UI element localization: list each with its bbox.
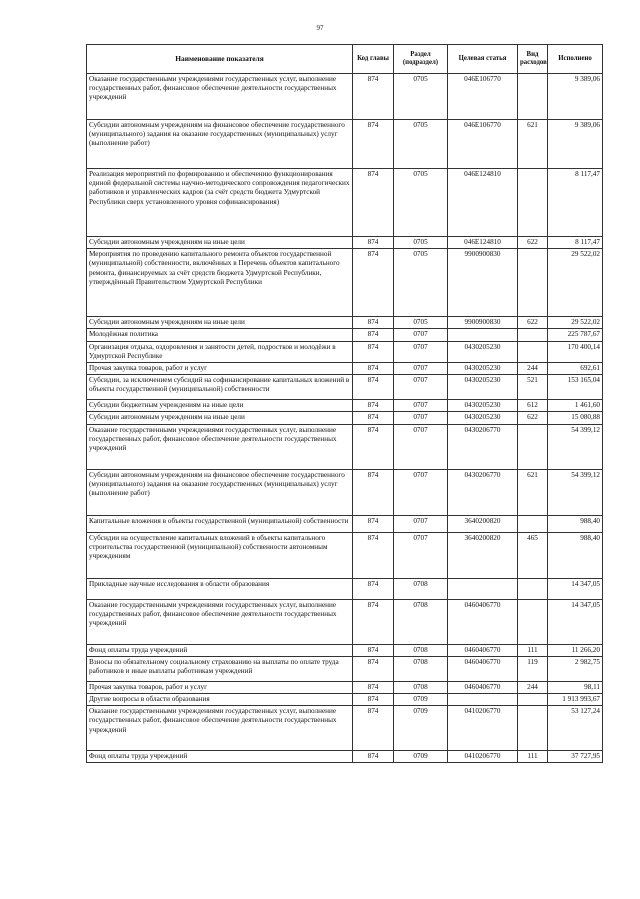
row-section: 0707	[394, 424, 448, 469]
table-row	[87, 578, 603, 599]
row-code: 874	[353, 317, 394, 329]
row-section: 0708	[394, 578, 448, 599]
row-code: 874	[353, 599, 394, 644]
row-section: 0709	[394, 751, 448, 763]
row-target	[448, 329, 518, 341]
table-body	[87, 74, 603, 763]
row-name: Субсидии автономным учреждениям на финансовое обеспечение государственного (муниципального) задания на оказание государственных (муниципальных) услуг (выполнение работ)	[87, 469, 353, 515]
column-header-type: Вид расходов	[518, 45, 548, 74]
table-row	[87, 681, 603, 693]
row-type	[518, 169, 548, 237]
budget-execution-table	[86, 44, 603, 763]
row-type	[518, 424, 548, 469]
row-section: 0705	[394, 74, 448, 120]
row-amount: 692,61	[548, 363, 603, 375]
row-type: 622	[518, 412, 548, 424]
row-section: 0707	[394, 400, 448, 412]
row-name: Оказание государственными учреждениями государственных услуг, выполнение государственных работ, финансовое обеспечение деятельности государственных учреждений	[87, 706, 353, 751]
row-target: 0430206770	[448, 469, 518, 515]
table-row	[87, 317, 603, 329]
row-name: Оказание государственными учреждениями государственных услуг, выполнение государственных работ, финансовое обеспечение деятельности государственных учреждений	[87, 599, 353, 644]
row-code: 874	[353, 169, 394, 237]
row-amount: 11 266,20	[548, 644, 603, 656]
row-code: 874	[353, 469, 394, 515]
row-code: 874	[353, 578, 394, 599]
row-amount: 9 389,06	[548, 120, 603, 169]
row-target: 0460406770	[448, 681, 518, 693]
row-amount: 29 522,02	[548, 249, 603, 317]
row-type: 119	[518, 656, 548, 681]
row-section: 0705	[394, 249, 448, 317]
row-type: 612	[518, 400, 548, 412]
row-name: Молодёжная политика	[87, 329, 353, 341]
column-header-code: Код главы	[353, 45, 394, 74]
row-amount: 1 913 993,67	[548, 694, 603, 706]
row-target: 9900900830	[448, 317, 518, 329]
table-header-row	[87, 45, 603, 74]
row-type	[518, 694, 548, 706]
table-row	[87, 599, 603, 644]
row-type: 111	[518, 751, 548, 763]
row-name: Взносы по обязательному социальному страхованию на выплаты по оплате труда работников и иные выплаты работникам учреждений	[87, 656, 353, 681]
row-section: 0705	[394, 169, 448, 237]
row-code: 874	[353, 644, 394, 656]
row-code: 874	[353, 515, 394, 532]
row-amount: 988,40	[548, 532, 603, 578]
row-type: 621	[518, 469, 548, 515]
column-header-amount: Исполнено	[548, 45, 603, 74]
row-code: 874	[353, 341, 394, 362]
row-name: Субсидии бюджетным учреждениям на иные цели	[87, 400, 353, 412]
row-amount: 53 127,24	[548, 706, 603, 751]
table-row	[87, 375, 603, 400]
row-name: Реализация мероприятий по формированию и обеспечению функционирования единой федеральной системы научно-методического сопровождения педагогических работников и управленческих кадров (за счёт средств бюджета Удмуртской Республики сверх установленного уровня софинансирования)	[87, 169, 353, 237]
row-section: 0705	[394, 317, 448, 329]
row-code: 874	[353, 375, 394, 400]
row-target: 0410206770	[448, 706, 518, 751]
row-section: 0707	[394, 532, 448, 578]
row-amount: 98,11	[548, 681, 603, 693]
row-type: 622	[518, 237, 548, 249]
page-number: 97	[316, 24, 324, 32]
row-code: 874	[353, 329, 394, 341]
table-row	[87, 74, 603, 120]
row-amount: 225 787,67	[548, 329, 603, 341]
row-name: Фонд оплаты труда учреждений	[87, 751, 353, 763]
row-target: 046Е106770	[448, 74, 518, 120]
row-name: Прикладные научные исследования в области образования	[87, 578, 353, 599]
row-target: 046Е124810	[448, 237, 518, 249]
table-row	[87, 469, 603, 515]
table-row	[87, 532, 603, 578]
row-amount: 37 727,95	[548, 751, 603, 763]
row-section: 0707	[394, 412, 448, 424]
table-row	[87, 237, 603, 249]
column-header-target: Целевая статья	[448, 45, 518, 74]
row-target: 046Е124810	[448, 169, 518, 237]
table-row	[87, 644, 603, 656]
row-type: 244	[518, 363, 548, 375]
row-target: 0460406770	[448, 644, 518, 656]
row-amount: 153 165,04	[548, 375, 603, 400]
row-amount: 15 080,88	[548, 412, 603, 424]
row-section: 0707	[394, 341, 448, 362]
row-target	[448, 578, 518, 599]
row-section: 0708	[394, 644, 448, 656]
row-code: 874	[353, 424, 394, 469]
row-section: 0707	[394, 329, 448, 341]
table-row	[87, 656, 603, 681]
row-code: 874	[353, 681, 394, 693]
row-amount: 9 389,06	[548, 74, 603, 120]
table-row	[87, 694, 603, 706]
row-type: 244	[518, 681, 548, 693]
table-row	[87, 169, 603, 237]
row-name: Оказание государственными учреждениями государственных услуг, выполнение государственных работ, финансовое обеспечение деятельности государственных учреждений	[87, 74, 353, 120]
row-amount: 2 982,75	[548, 656, 603, 681]
row-name: Субсидии, за исключением субсидий на софинансирование капитальных вложений в объекты государственной (муниципальной) собственности	[87, 375, 353, 400]
row-code: 874	[353, 363, 394, 375]
table-row	[87, 515, 603, 532]
row-amount: 14 347,05	[548, 578, 603, 599]
row-section: 0705	[394, 120, 448, 169]
row-amount: 8 117,47	[548, 237, 603, 249]
row-name: Мероприятия по проведению капитального ремонта объектов государственной (муниципальной) собственности, включённых в Перечень объектов капитального ремонта, финансируемых за счёт средств бюджета Удмуртской Республики, утверждённый Правительством Удмуртской Республики	[87, 249, 353, 317]
table-row	[87, 249, 603, 317]
table-row	[87, 424, 603, 469]
row-type: 111	[518, 644, 548, 656]
row-code: 874	[353, 412, 394, 424]
row-code: 874	[353, 656, 394, 681]
row-section: 0708	[394, 599, 448, 644]
row-name: Капитальные вложения в объекты государственной (муниципальной) собственности	[87, 515, 353, 532]
row-name: Субсидии автономным учреждениям на финансовое обеспечение государственного (муниципального) задания на оказание государственных (муниципальных) услуг (выполнение работ)	[87, 120, 353, 169]
row-type: 621	[518, 120, 548, 169]
row-target: 0460406770	[448, 656, 518, 681]
row-type: 465	[518, 532, 548, 578]
row-section: 0707	[394, 375, 448, 400]
table-row	[87, 706, 603, 751]
row-amount: 54 399,12	[548, 469, 603, 515]
row-name: Субсидии автономным учреждениям на иные цели	[87, 237, 353, 249]
row-type	[518, 515, 548, 532]
row-type	[518, 249, 548, 317]
row-target: 3640200820	[448, 515, 518, 532]
row-amount: 14 347,05	[548, 599, 603, 644]
table-row	[87, 363, 603, 375]
row-amount: 988,40	[548, 515, 603, 532]
table-row	[87, 329, 603, 341]
row-code: 874	[353, 532, 394, 578]
row-amount: 8 117,47	[548, 169, 603, 237]
row-target: 0430205230	[448, 400, 518, 412]
table-row	[87, 120, 603, 169]
row-target: 0430205230	[448, 341, 518, 362]
row-type	[518, 329, 548, 341]
row-section: 0707	[394, 363, 448, 375]
row-amount: 54 399,12	[548, 424, 603, 469]
row-target: 9900900830	[448, 249, 518, 317]
row-code: 874	[353, 400, 394, 412]
row-target: 0410206770	[448, 751, 518, 763]
column-header-name: Наименование показателя	[87, 45, 353, 74]
row-code: 874	[353, 237, 394, 249]
column-header-section: Раздел (подраздел)	[394, 45, 448, 74]
row-type: 622	[518, 317, 548, 329]
row-type	[518, 599, 548, 644]
row-section: 0709	[394, 706, 448, 751]
row-name: Прочая закупка товаров, работ и услуг	[87, 681, 353, 693]
row-target: 046Е106770	[448, 120, 518, 169]
table-row	[87, 341, 603, 362]
row-code: 874	[353, 74, 394, 120]
row-amount: 170 400,14	[548, 341, 603, 362]
row-type: 521	[518, 375, 548, 400]
row-type	[518, 578, 548, 599]
row-section: 0705	[394, 237, 448, 249]
row-target	[448, 694, 518, 706]
row-target: 0430205230	[448, 375, 518, 400]
row-target: 0430206770	[448, 424, 518, 469]
row-section: 0708	[394, 681, 448, 693]
row-name: Субсидии автономным учреждениям на иные цели	[87, 412, 353, 424]
row-name: Другие вопросы в области образования	[87, 694, 353, 706]
row-name: Прочая закупка товаров, работ и услуг	[87, 363, 353, 375]
row-section: 0707	[394, 469, 448, 515]
row-code: 874	[353, 694, 394, 706]
row-code: 874	[353, 249, 394, 317]
row-name: Субсидии на осуществление капитальных вложений в объекты капитального строительства государственной (муниципальной) собственности автономным учреждениям	[87, 532, 353, 578]
table-row	[87, 400, 603, 412]
row-amount: 29 522,02	[548, 317, 603, 329]
row-type	[518, 341, 548, 362]
row-type	[518, 706, 548, 751]
row-section: 0709	[394, 694, 448, 706]
row-name: Фонд оплаты труда учреждений	[87, 644, 353, 656]
row-code: 874	[353, 706, 394, 751]
row-type	[518, 74, 548, 120]
row-target: 0430205230	[448, 363, 518, 375]
row-name: Оказание государственными учреждениями государственных услуг, выполнение государственных работ, финансовое обеспечение деятельности государственных учреждений	[87, 424, 353, 469]
table-row	[87, 751, 603, 763]
row-name: Субсидии автономным учреждениям на иные цели	[87, 317, 353, 329]
row-code: 874	[353, 751, 394, 763]
table-row	[87, 412, 603, 424]
row-name: Организация отдыха, оздоровления и занятости детей, подростков и молодёжи в Удмуртской Республике	[87, 341, 353, 362]
row-amount: 1 461,60	[548, 400, 603, 412]
row-target: 0430205230	[448, 412, 518, 424]
row-target: 3640200820	[448, 532, 518, 578]
row-section: 0708	[394, 656, 448, 681]
row-code: 874	[353, 120, 394, 169]
row-section: 0707	[394, 515, 448, 532]
row-target: 0460406770	[448, 599, 518, 644]
